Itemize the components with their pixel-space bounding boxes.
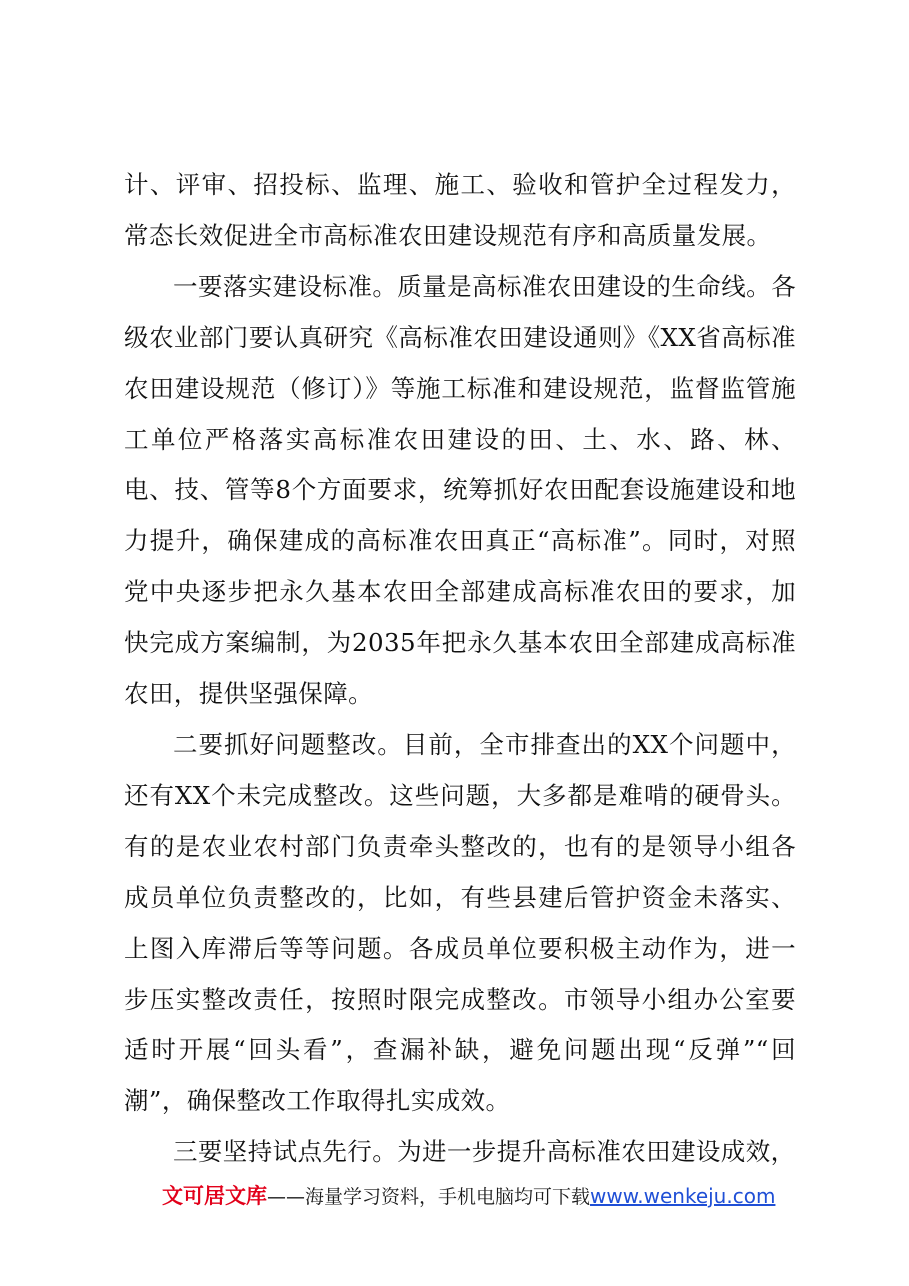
footer-banner: [162, 1182, 802, 1211]
paragraph-rectify-problems: 二要抓好问题整改。目前，全市排查出的XX个问题中，还有XX个未完成整改。这些问题，大多都是难啃的硬骨头。有的是农业农村部门负责牵头整改的，也有的是领导小组各成员单位负责整改的，比如，有些县建后管护资金未落实、上图入库滞后等等问题。各成员单位要积极主动作为，进一步压实整改责任，按照时限完成整改。市领导小组办公室要适时开展“回头看”，查漏补缺，避免问题出现“反弹”“回潮”，确保整改工作取得扎实成效。: [124, 729, 796, 1116]
footer-brand: 文可居文库: [162, 1184, 267, 1208]
footer-tagline: ——海量学习资料，手机电脑均可下载: [267, 1186, 591, 1208]
paragraph-implement-standards: 一要落实建设标准。质量是高标准农田建设的生命线。各级农业部门要认真研究《高标准农田建设通则》《XX省高标准农田建设规范（修订）》等施工标准和建设规范，监督监管施工单位严格落实高标准农田建设的田、土、水、路、林、电、技、管等8个方面要求，统筹抓好农田配套设施建设和地力提升，确保建成的高标准农田真正“高标准”。同时，对照党中央逐步把永久基本农田全部建成高标准农田的要求，加快完成方案编制，为2035年把永久基本农田全部建成高标准农田，提供坚强保障。: [124, 271, 796, 709]
footer-url-link[interactable]: www.wenkeju.com: [590, 1184, 776, 1208]
paragraph-pilot-first: 三要坚持试点先行。为进一步提升高标准农田建设成效，: [173, 1137, 796, 1167]
body-text: [124, 160, 796, 1178]
paragraph-continuation: 计、评审、招投标、监理、施工、验收和管护全过程发力，常态长效促进全市高标准农田建设规范有序和高质量发展。: [124, 170, 796, 250]
